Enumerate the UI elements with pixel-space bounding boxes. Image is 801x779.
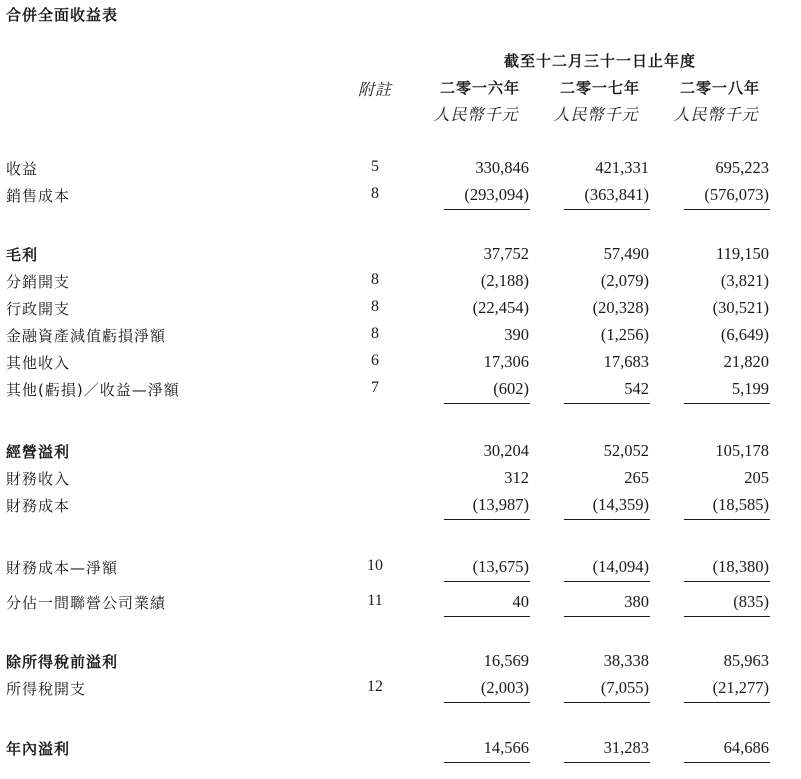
statement-title: 合併全面收益表 <box>6 6 119 24</box>
row-label: 分佔一間聯營公司業績 <box>6 594 167 612</box>
row-value-2016: (13,675) <box>472 557 529 576</box>
row-label: 年內溢利 <box>6 740 71 758</box>
row-value-2016: 37,752 <box>483 244 529 263</box>
note-column-header: 附註 <box>357 80 392 99</box>
row-label: 行政開支 <box>6 300 71 318</box>
row-note: 12 <box>367 678 383 695</box>
row-value-2018: 695,223 <box>715 158 769 177</box>
unit-2016: 人民幣千元 <box>433 105 519 124</box>
statement-row <box>0 379 801 405</box>
row-value-2016: 16,569 <box>483 651 529 670</box>
row-value-2016: (293,094) <box>464 185 529 204</box>
statement-row <box>0 592 801 618</box>
row-value-2018: (576,073) <box>704 185 769 204</box>
row-note: 8 <box>371 271 379 288</box>
statement-row <box>0 325 801 351</box>
statement-row <box>0 738 801 764</box>
row-value-2017: 380 <box>624 592 649 611</box>
year-2016-header: 二零一六年 <box>439 79 520 97</box>
row-value-2016: (2,003) <box>480 678 529 697</box>
row-value-2017: 38,338 <box>603 651 649 670</box>
subtotal-rule <box>684 702 770 703</box>
row-label: 毛利 <box>6 246 39 264</box>
subtotal-rule <box>564 403 650 404</box>
subtotal-rule <box>684 616 770 617</box>
row-value-2016: (2,188) <box>480 271 529 290</box>
row-label: 金融資產減值虧損淨額 <box>6 327 167 345</box>
row-value-2016: 14,566 <box>483 738 529 757</box>
row-value-2018: 21,820 <box>723 352 769 371</box>
statement-row <box>0 557 801 583</box>
row-label: 其他收入 <box>6 354 71 372</box>
period-header: 截至十二月三十一日止年度 <box>503 52 696 70</box>
statement-row <box>0 158 801 184</box>
subtotal-rule <box>444 616 530 617</box>
subtotal-rule <box>444 762 530 763</box>
subtotal-rule <box>564 616 650 617</box>
row-value-2017: 265 <box>624 468 649 487</box>
row-value-2017: 17,683 <box>603 352 649 371</box>
statement-row <box>0 468 801 494</box>
statement-row <box>0 271 801 297</box>
row-note: 8 <box>371 185 379 202</box>
row-value-2017: 57,490 <box>603 244 649 263</box>
unit-2017: 人民幣千元 <box>553 105 639 124</box>
row-label: 收益 <box>6 160 39 178</box>
row-value-2018: (835) <box>733 592 769 611</box>
subtotal-rule <box>684 762 770 763</box>
row-value-2016: 30,204 <box>483 441 529 460</box>
subtotal-rule <box>444 209 530 210</box>
row-value-2018: 5,199 <box>731 379 769 398</box>
row-label: 財務成本—淨額 <box>6 559 119 577</box>
row-value-2017: (1,256) <box>600 325 649 344</box>
subtotal-rule <box>564 581 650 582</box>
row-value-2017: (14,359) <box>592 495 649 514</box>
row-value-2017: (14,094) <box>592 557 649 576</box>
row-value-2018: 205 <box>744 468 769 487</box>
year-2017-header: 二零一七年 <box>559 79 640 97</box>
row-value-2017: 542 <box>624 379 649 398</box>
subtotal-rule <box>444 403 530 404</box>
row-note: 10 <box>367 557 383 574</box>
row-value-2017: 421,331 <box>595 158 649 177</box>
year-2018-header: 二零一八年 <box>679 79 760 97</box>
subtotal-rule <box>444 581 530 582</box>
row-label: 財務收入 <box>6 470 71 488</box>
row-label: 其他(虧損)／收益—淨額 <box>6 381 180 399</box>
row-value-2017: (7,055) <box>600 678 649 697</box>
row-value-2018: 119,150 <box>715 244 769 263</box>
row-value-2018: 85,963 <box>723 651 769 670</box>
unit-2018: 人民幣千元 <box>673 105 759 124</box>
row-label: 經營溢利 <box>6 443 71 461</box>
subtotal-rule <box>684 209 770 210</box>
row-note: 5 <box>371 158 379 175</box>
subtotal-rule <box>444 702 530 703</box>
row-value-2018: (3,821) <box>720 271 769 290</box>
row-value-2017: (363,841) <box>584 185 649 204</box>
row-label: 銷售成本 <box>6 187 71 205</box>
statement-row <box>0 678 801 704</box>
statement-row <box>0 651 801 677</box>
statement-row <box>0 495 801 521</box>
row-value-2017: 52,052 <box>603 441 649 460</box>
subtotal-rule <box>564 519 650 520</box>
row-value-2018: (30,521) <box>712 298 769 317</box>
statement-row <box>0 352 801 378</box>
row-value-2016: (602) <box>493 379 529 398</box>
subtotal-rule <box>444 519 530 520</box>
statement-row <box>0 441 801 467</box>
statement-row <box>0 185 801 211</box>
row-value-2018: 105,178 <box>715 441 769 460</box>
row-value-2016: 330,846 <box>475 158 529 177</box>
row-label: 分銷開支 <box>6 273 71 291</box>
row-value-2018: (18,585) <box>712 495 769 514</box>
subtotal-rule <box>564 762 650 763</box>
subtotal-rule <box>564 702 650 703</box>
row-value-2017: 31,283 <box>603 738 649 757</box>
row-value-2018: (6,649) <box>720 325 769 344</box>
row-note: 6 <box>371 352 379 369</box>
row-value-2018: 64,686 <box>723 738 769 757</box>
row-value-2016: 17,306 <box>483 352 529 371</box>
subtotal-rule <box>564 209 650 210</box>
row-value-2017: (20,328) <box>592 298 649 317</box>
row-note: 7 <box>371 379 379 396</box>
row-value-2017: (2,079) <box>600 271 649 290</box>
subtotal-rule <box>684 403 770 404</box>
row-note: 8 <box>371 325 379 342</box>
statement-row <box>0 298 801 324</box>
row-value-2016: 40 <box>512 592 529 611</box>
row-value-2018: (21,277) <box>712 678 769 697</box>
row-note: 8 <box>371 298 379 315</box>
row-value-2016: 390 <box>504 325 529 344</box>
subtotal-rule <box>684 519 770 520</box>
statement-row <box>0 244 801 270</box>
subtotal-rule <box>684 581 770 582</box>
row-label: 除所得稅前溢利 <box>6 653 119 671</box>
row-value-2018: (18,380) <box>712 557 769 576</box>
row-label: 財務成本 <box>6 497 71 515</box>
row-label: 所得稅開支 <box>6 680 87 698</box>
row-value-2016: (13,987) <box>472 495 529 514</box>
row-note: 11 <box>367 592 383 609</box>
row-value-2016: 312 <box>504 468 529 487</box>
row-value-2016: (22,454) <box>472 298 529 317</box>
